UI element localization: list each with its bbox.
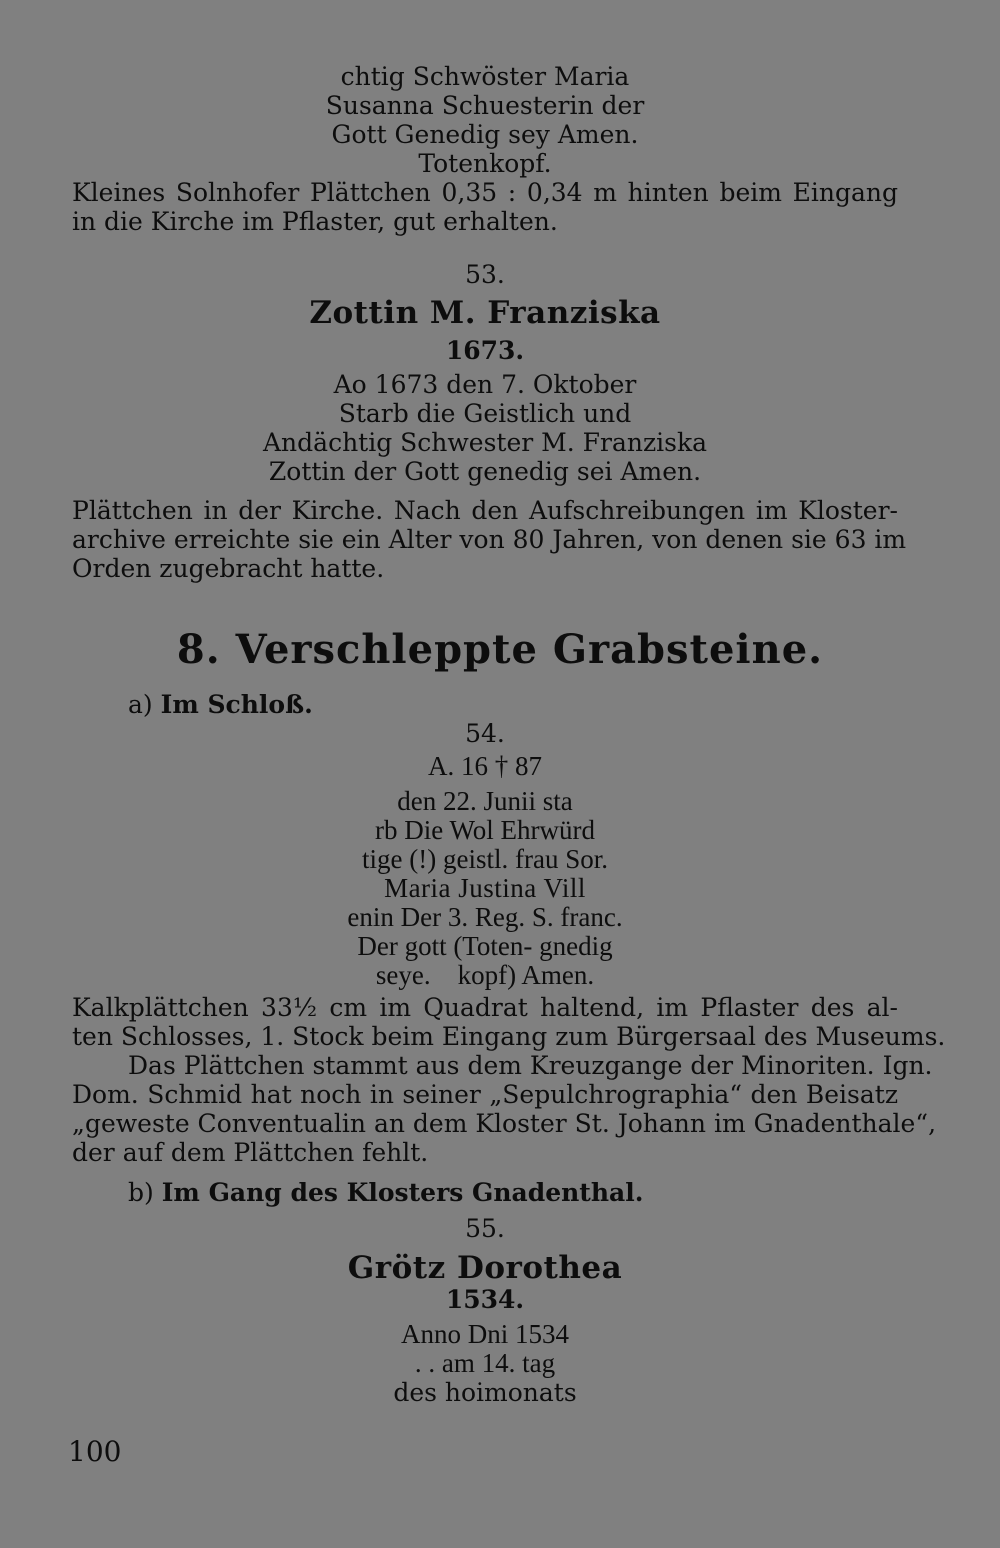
inscription-line: des hoimonats (393, 1378, 577, 1407)
inscription-line: Susanna Schuesterin der (325, 91, 645, 120)
inscription-line: Totenkopf. (418, 149, 552, 178)
paragraph-line: ten Schlosses, 1. Stock beim Eingang zum Bürgersaal des Museums. (72, 1022, 946, 1051)
paragraph-line: in die Kirche im Pflaster, gut erhalten. (72, 207, 558, 236)
paragraph-line: Das Plättchen stammt aus dem Kreuzgange der Minoriten. Ign. (128, 1051, 933, 1080)
entry-number: 53. (465, 260, 505, 289)
paragraph-line: Orden zugebracht hatte. (72, 554, 385, 583)
inscription-line: chtig Schwöster Maria (340, 62, 630, 91)
paragraph-line: Plättchen in der Kirche. Nach den Aufschreibungen im Kloster- (72, 496, 898, 525)
inscription-line: rb Die Wol Ehrwürd (374, 815, 596, 845)
entry-name: Grötz Dorothea (347, 1250, 623, 1286)
inscription-line: enin Der 3. Reg. S. franc. (347, 902, 623, 932)
inscription-line: seye. kopf) Amen. (375, 960, 595, 990)
inscription-line: Ao 1673 den 7. Oktober (333, 370, 637, 399)
paragraph-line: der auf dem Plättchen fehlt. (72, 1138, 429, 1167)
paragraph-line: archive erreichte sie ein Alter von 80 Jahren, von denen sie 63 im (72, 525, 907, 554)
entry-year: 1534. (445, 1285, 525, 1314)
inscription-line: Maria Justina Vill (384, 873, 586, 903)
subheading-b (128, 1178, 898, 1207)
inscription-line: den 22. Junii sta (397, 786, 573, 816)
page-number: 100 (68, 1435, 122, 1468)
paragraph-line: Dom. Schmid hat noch in seiner „Sepulchrographia“ den Beisatz (72, 1080, 898, 1109)
inscription-line: tige (!) geistl. frau Sor. (362, 844, 608, 874)
inscription-line: A. 16 † 87 (428, 751, 542, 781)
entry-year: 1673. (445, 336, 525, 365)
paragraph-line: „geweste Conventualin an dem Kloster St. Johann im Gnadenthale“, (72, 1109, 937, 1138)
entry-number: 55. (465, 1214, 505, 1243)
inscription-line: Der gott (Toten- gnedig (357, 931, 613, 961)
entry-number: 54. (465, 719, 505, 748)
subheading-label: a) (128, 690, 153, 719)
subheading-a (128, 690, 898, 719)
inscription-line: Anno Dni 1534 (401, 1319, 569, 1349)
inscription-line: Andächtig Schwester M. Franziska (263, 428, 707, 457)
inscription-line: Gott Genedig sey Amen. (331, 120, 639, 149)
inscription-line: Starb die Geistlich und (338, 399, 632, 428)
subheading-text: Im Gang des Klosters Gnadenthal. (161, 1178, 644, 1207)
entry-name: Zottin M. Franziska (309, 295, 661, 331)
subheading-label: b) (128, 1178, 154, 1207)
subheading-text: Im Schloß. (160, 690, 313, 719)
inscription-line: Zottin der Gott genedig sei Amen. (268, 457, 702, 486)
paragraph-line: Kleines Solnhofer Plättchen 0,35 : 0,34 m hinten beim Eingang (72, 178, 898, 207)
paragraph-line: Kalkplättchen 33½ cm im Quadrat haltend, im Pflaster des al- (72, 993, 898, 1022)
section-heading: 8. Verschleppte Grabsteine. (176, 626, 824, 673)
inscription-line: . . am 14. tag (414, 1348, 556, 1378)
